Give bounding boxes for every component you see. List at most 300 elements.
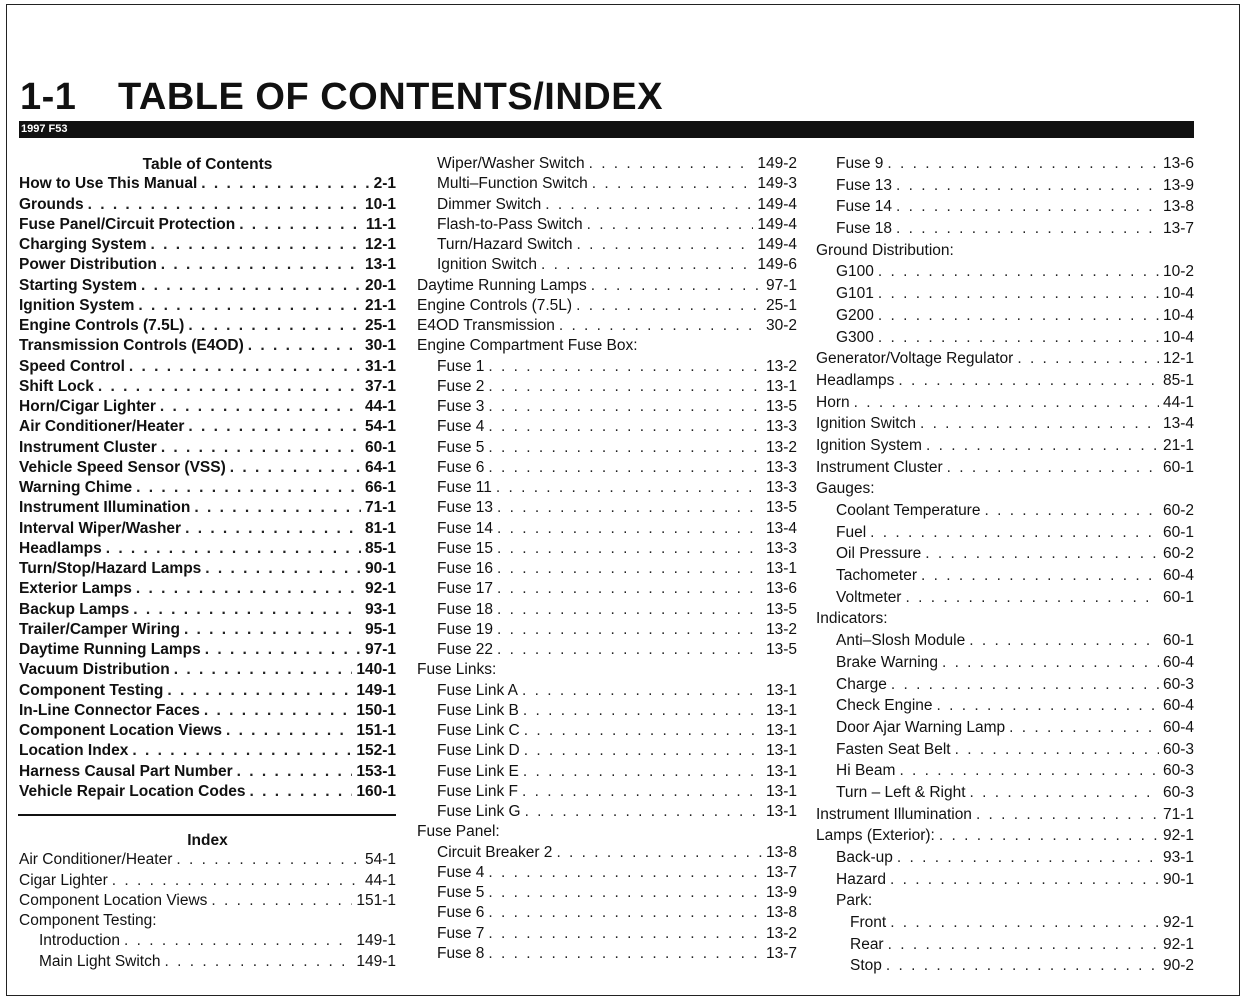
index-entry xyxy=(19,621,396,641)
index-entry xyxy=(417,499,797,519)
index-entry xyxy=(417,175,797,195)
entry-page: 150-1 xyxy=(356,701,396,719)
entry-label: Fuse 5 xyxy=(437,438,485,456)
entry-label: Charging System xyxy=(19,236,147,253)
entry-page: 11-1 xyxy=(365,215,396,233)
leader-dots xyxy=(204,702,352,720)
entry-page: 60-2 xyxy=(1162,502,1194,519)
entry-page: 149-6 xyxy=(757,256,797,274)
entry-page: 21-1 xyxy=(364,296,396,314)
leader-dots xyxy=(878,285,1159,303)
index-entry xyxy=(417,803,797,823)
entry-page: 13-5 xyxy=(765,499,797,517)
index-entry xyxy=(19,540,396,560)
entry-page: 13-7 xyxy=(1162,220,1194,238)
entry-label: Fuse 4 xyxy=(437,418,485,436)
index-entry xyxy=(417,317,797,337)
leader-dots xyxy=(205,641,361,659)
entry-page: 13-4 xyxy=(1162,415,1194,433)
leader-dots xyxy=(878,307,1159,325)
entry-page: 13-8 xyxy=(1162,198,1194,216)
toc-heading: Table of Contents xyxy=(142,156,273,173)
leader-dots xyxy=(899,762,1159,780)
entry-page: 149-2 xyxy=(757,155,797,172)
title-text: TABLE OF CONTENTS/INDEX xyxy=(118,76,663,118)
index-entry xyxy=(816,827,1194,849)
index-entry xyxy=(816,654,1194,676)
leader-dots xyxy=(164,953,352,971)
entry-label: Harness Causal Part Number xyxy=(19,762,233,780)
entry-label: Fuse 18 xyxy=(836,220,893,238)
index-entry xyxy=(816,198,1194,220)
index-entry xyxy=(417,722,797,742)
entry-page: 97-1 xyxy=(364,641,396,658)
leader-dots xyxy=(201,175,369,193)
entry-label: Fuse 1 xyxy=(437,357,485,375)
entry-page: 152-1 xyxy=(356,742,396,760)
entry-label: Horn/Cigar Lighter xyxy=(19,398,156,415)
entry-page: 44-1 xyxy=(1162,393,1194,411)
leader-dots xyxy=(497,520,762,538)
entry-page: 13-5 xyxy=(765,600,797,618)
index-entry xyxy=(816,242,1194,264)
leader-dots xyxy=(577,236,754,254)
index-entry xyxy=(417,520,797,540)
index-entry xyxy=(19,236,396,256)
entry-page: 92-1 xyxy=(1162,935,1194,953)
index-entry xyxy=(816,806,1194,828)
leader-dots xyxy=(878,263,1159,281)
entry-label: Component Testing xyxy=(19,681,164,699)
vehicle-label: 1997 F53 xyxy=(21,123,68,135)
leader-dots xyxy=(136,479,361,497)
index-entry xyxy=(417,601,797,621)
leader-dots xyxy=(937,697,1159,715)
entry-label: In-Line Connector Faces xyxy=(19,701,200,719)
entry-page: 60-3 xyxy=(1162,740,1194,758)
entry-label: Anti–Slosh Module xyxy=(836,632,966,650)
page-title xyxy=(20,76,663,119)
entry-page: 95-1 xyxy=(364,620,396,638)
entry-page: 21-1 xyxy=(1162,436,1194,454)
entry-page: 151-1 xyxy=(356,891,396,909)
entry-label: Trailer/Camper Wiring xyxy=(19,620,180,638)
index-entry xyxy=(19,932,396,952)
entry-page: 93-1 xyxy=(1162,849,1194,866)
leader-dots xyxy=(886,957,1159,975)
entry-label: Front xyxy=(850,914,887,932)
entry-label: G101 xyxy=(836,285,874,303)
entry-label: Vehicle Speed Sensor (VSS) xyxy=(19,458,226,476)
index-entry xyxy=(19,196,396,216)
entry-page: 71-1 xyxy=(364,499,396,517)
entry-page: 44-1 xyxy=(364,398,396,415)
entry-page: 37-1 xyxy=(364,377,396,395)
entry-page: 20-1 xyxy=(364,276,396,294)
entry-page: 25-1 xyxy=(765,296,797,314)
entry-page: 13-1 xyxy=(364,256,396,274)
entry-label: Turn – Left & Right xyxy=(836,783,966,801)
index-entry xyxy=(417,844,797,864)
leader-dots xyxy=(497,580,762,598)
leader-dots xyxy=(969,632,1159,650)
index-entry xyxy=(816,263,1194,285)
index-entry xyxy=(19,499,396,519)
entry-page: 10-2 xyxy=(1162,263,1194,281)
entry-label: G100 xyxy=(836,263,874,281)
index-entry xyxy=(417,560,797,580)
entry-page: 140-1 xyxy=(356,661,396,679)
index-entry xyxy=(417,418,797,438)
entry-label: Fuse Panel/Circuit Protection xyxy=(19,215,236,233)
entry-label: Gauges: xyxy=(816,480,875,498)
entry-page: 85-1 xyxy=(1162,371,1194,389)
entry-page: 66-1 xyxy=(364,479,396,496)
entry-label: Oil Pressure xyxy=(836,545,922,563)
entry-label: Air Conditioner/Heater xyxy=(19,418,185,436)
entry-label: Hi Beam xyxy=(836,762,896,780)
entry-label: Circuit Breaker 2 xyxy=(437,843,553,861)
entry-page: 10-4 xyxy=(1162,328,1194,346)
index-entry xyxy=(816,372,1194,394)
index-entry xyxy=(816,871,1194,893)
entry-label: Speed Control xyxy=(19,357,125,375)
entry-page: 30-1 xyxy=(364,337,396,355)
entry-label: Fuse 6 xyxy=(437,458,485,476)
leader-dots xyxy=(488,459,762,477)
entry-label: Headlamps xyxy=(816,371,895,389)
entry-page: 60-1 xyxy=(1162,588,1194,606)
index-entry xyxy=(816,589,1194,611)
index-entry xyxy=(19,702,396,722)
leader-dots xyxy=(942,654,1159,672)
entry-label: Brake Warning xyxy=(836,653,938,671)
entry-page: 13-1 xyxy=(765,782,797,800)
leader-dots xyxy=(488,904,762,922)
entry-page: 60-4 xyxy=(1162,697,1194,715)
entry-label: Main Light Switch xyxy=(39,952,161,970)
entry-page: 44-1 xyxy=(364,871,396,889)
leader-dots xyxy=(541,256,753,274)
leader-dots xyxy=(854,394,1159,412)
leader-dots xyxy=(88,196,361,214)
index-entry xyxy=(19,175,396,195)
entry-label: Fuse 11 xyxy=(437,479,492,496)
leader-dots xyxy=(185,520,361,538)
leader-dots xyxy=(896,198,1159,216)
entry-label: Engine Controls (7.5L) xyxy=(417,296,573,314)
leader-dots xyxy=(248,337,361,355)
index-column-3 xyxy=(816,155,1194,979)
entry-page: 60-1 xyxy=(1162,632,1194,650)
index-entry xyxy=(19,722,396,742)
entry-page: 13-7 xyxy=(765,944,797,962)
leader-dots xyxy=(984,502,1159,520)
entry-label: Fuse Link G xyxy=(437,803,521,820)
leader-dots xyxy=(976,806,1159,824)
leader-dots xyxy=(160,398,361,416)
index-entry xyxy=(19,459,396,479)
index-entry xyxy=(816,480,1194,502)
entry-page: 13-1 xyxy=(765,742,797,760)
entry-page: 151-1 xyxy=(356,722,396,739)
entry-label: Exterior Lamps xyxy=(19,580,132,598)
leader-dots xyxy=(890,871,1159,889)
entry-page: 60-3 xyxy=(1162,762,1194,780)
index-entry xyxy=(417,945,797,965)
leader-dots xyxy=(98,378,361,396)
entry-page: 60-2 xyxy=(1162,545,1194,563)
entry-page: 13-2 xyxy=(765,620,797,638)
toc-column xyxy=(19,155,396,803)
leader-dots xyxy=(926,437,1159,455)
entry-page: 71-1 xyxy=(1162,805,1194,823)
index-entry xyxy=(417,256,797,276)
entry-label: Fuse 17 xyxy=(437,580,494,598)
index-entry xyxy=(417,216,797,236)
entry-page: 92-1 xyxy=(364,580,396,598)
index-entry xyxy=(417,682,797,702)
index-entry xyxy=(417,439,797,459)
entry-label: Fuse Link B xyxy=(437,701,519,719)
leader-dots xyxy=(905,589,1158,607)
entry-label: Park: xyxy=(836,892,873,910)
entry-label: Dimmer Switch xyxy=(437,195,542,213)
leader-dots xyxy=(497,621,762,639)
entry-page: 13-2 xyxy=(765,924,797,942)
leader-dots xyxy=(161,439,361,457)
index-entry xyxy=(816,415,1194,437)
entry-label: Fuse 2 xyxy=(437,377,485,395)
entry-page: 92-1 xyxy=(1162,914,1194,932)
entry-page: 97-1 xyxy=(765,276,797,294)
leader-dots xyxy=(184,621,361,639)
entry-page: 12-1 xyxy=(1162,350,1194,368)
entry-page: 13-1 xyxy=(765,722,797,739)
leader-dots xyxy=(496,479,762,497)
entry-label: Instrument Cluster xyxy=(816,458,943,476)
entry-page: 13-3 xyxy=(765,458,797,476)
index-entry xyxy=(417,236,797,256)
index-entry xyxy=(417,783,797,803)
entry-label: Ignition Switch xyxy=(437,256,537,274)
entry-label: Fuse 19 xyxy=(437,620,494,638)
leader-dots xyxy=(545,196,753,214)
index-entry xyxy=(417,661,797,681)
leader-dots xyxy=(174,661,353,679)
leader-dots xyxy=(878,329,1159,347)
index-entry xyxy=(417,823,797,843)
entry-label: Cigar Lighter xyxy=(19,871,108,889)
entry-page: 13-1 xyxy=(765,377,797,395)
leader-dots xyxy=(888,936,1159,954)
leader-dots xyxy=(188,317,361,335)
entry-label: Vehicle Repair Location Codes xyxy=(19,782,246,800)
entry-label: Fuse Link A xyxy=(437,681,518,699)
entry-page: 60-3 xyxy=(1162,783,1194,801)
entry-page: 149-1 xyxy=(356,932,396,950)
leader-dots xyxy=(522,783,762,801)
leader-dots xyxy=(488,378,762,396)
leader-dots xyxy=(947,459,1159,477)
leader-dots xyxy=(497,560,762,578)
leader-dots xyxy=(920,415,1159,433)
leader-dots xyxy=(226,722,352,740)
index-entry xyxy=(816,914,1194,936)
entry-label: Flash-to-Pass Switch xyxy=(437,215,583,233)
leader-dots xyxy=(176,851,361,869)
leader-dots xyxy=(497,601,762,619)
entry-page: 13-1 xyxy=(765,803,797,820)
entry-label: Fasten Seat Belt xyxy=(836,740,951,758)
entry-label: Fuse 13 xyxy=(836,176,893,194)
entry-page: 13-8 xyxy=(765,843,797,861)
entry-page: 60-4 xyxy=(1162,567,1194,585)
entry-label: Vacuum Distribution xyxy=(19,661,170,679)
leader-dots xyxy=(167,682,352,700)
entry-label: Stop xyxy=(850,957,882,975)
entry-page: 13-3 xyxy=(765,418,797,436)
index-entry xyxy=(19,418,396,438)
entry-label: Shift Lock xyxy=(19,377,94,395)
leader-dots xyxy=(488,864,762,882)
leader-dots xyxy=(488,884,762,902)
entry-page: 153-1 xyxy=(356,762,396,780)
entry-label: Tachometer xyxy=(836,567,917,585)
leader-dots xyxy=(955,741,1159,759)
index-entry xyxy=(816,936,1194,958)
entry-page: 54-1 xyxy=(364,851,396,869)
leader-dots xyxy=(970,784,1159,802)
leader-dots xyxy=(136,580,361,598)
title-bar xyxy=(19,121,1194,138)
leader-dots xyxy=(592,175,754,193)
index-entry xyxy=(19,256,396,276)
entry-label: Location Index xyxy=(19,742,129,760)
entry-label: Ignition Switch xyxy=(816,415,916,433)
entry-label: Instrument Cluster xyxy=(19,438,157,456)
index-entry xyxy=(19,216,396,236)
entry-page: 13-6 xyxy=(1162,155,1194,172)
index-entry xyxy=(19,580,396,600)
entry-page: 60-1 xyxy=(364,438,396,456)
index-entry xyxy=(19,661,396,681)
index-entry xyxy=(19,439,396,459)
leader-dots xyxy=(488,439,762,457)
index-entry xyxy=(816,957,1194,979)
index-entry xyxy=(816,524,1194,546)
entry-page: 90-2 xyxy=(1162,957,1194,975)
leader-dots xyxy=(112,872,361,890)
leader-dots xyxy=(522,682,762,700)
index-entry xyxy=(19,763,396,783)
entry-label: Fuse 22 xyxy=(437,641,494,658)
entry-label: Fuse Link D xyxy=(437,742,520,760)
entry-label: Starting System xyxy=(19,276,138,294)
index-entry xyxy=(417,540,797,560)
entry-label: Fuse 18 xyxy=(437,600,494,618)
entry-page: 2-1 xyxy=(373,175,396,193)
index-entry xyxy=(816,502,1194,524)
index-entry xyxy=(417,479,797,499)
index-entry xyxy=(19,641,396,661)
entry-label: Component Location Views xyxy=(19,722,222,739)
index-entry xyxy=(19,783,396,803)
leader-dots xyxy=(497,641,762,659)
index-entry xyxy=(816,155,1194,177)
entry-page: 149-1 xyxy=(356,952,396,970)
index-entry xyxy=(417,904,797,924)
entry-label: Fuse 8 xyxy=(437,944,485,962)
entry-page: 54-1 xyxy=(364,418,396,436)
index-entry xyxy=(816,437,1194,459)
index-entry xyxy=(417,864,797,884)
entry-label: Generator/Voltage Regulator xyxy=(816,350,1014,368)
entry-page: 13-1 xyxy=(765,681,797,699)
leader-dots xyxy=(890,914,1159,932)
entry-page: 13-9 xyxy=(765,884,797,901)
index-entry xyxy=(19,398,396,418)
index-entry xyxy=(19,872,396,892)
index-entry xyxy=(816,459,1194,481)
leader-dots xyxy=(106,540,361,558)
entry-label: Door Ajar Warning Lamp xyxy=(836,718,1006,736)
entry-label: Engine Controls (7.5L) xyxy=(19,317,185,334)
leader-dots xyxy=(129,358,361,376)
leader-dots xyxy=(239,216,362,234)
index-entry xyxy=(417,337,797,357)
leader-dots xyxy=(133,601,361,619)
entry-page: 64-1 xyxy=(364,458,396,476)
index-entry xyxy=(816,329,1194,351)
leader-dots xyxy=(870,524,1159,542)
entry-page: 13-9 xyxy=(1162,176,1194,194)
index-entry xyxy=(816,567,1194,589)
entry-page: 13-6 xyxy=(765,580,797,598)
entry-label: Fuse 16 xyxy=(437,560,494,577)
entry-page: 13-1 xyxy=(765,762,797,780)
index-column-2 xyxy=(417,155,797,965)
index-entry xyxy=(19,912,396,932)
entry-label: Multi–Function Switch xyxy=(437,175,588,193)
entry-label: Fuse 14 xyxy=(437,519,494,537)
index-entry xyxy=(19,742,396,762)
index-entry xyxy=(19,892,396,912)
entry-label: Ignition System xyxy=(816,436,922,454)
toc-list xyxy=(19,175,396,803)
entry-page: 60-4 xyxy=(1162,653,1194,671)
entry-label: Backup Lamps xyxy=(19,600,130,618)
entry-label: Grounds xyxy=(19,195,84,213)
index-entry xyxy=(417,398,797,418)
entry-label: Fuse 9 xyxy=(836,155,884,172)
entry-page: 13-4 xyxy=(765,519,797,537)
index-entry xyxy=(816,177,1194,199)
leader-dots xyxy=(488,358,762,376)
entry-page: 160-1 xyxy=(356,782,396,800)
entry-label: Transmission Controls (E4OD) xyxy=(19,337,244,355)
entry-page: 60-3 xyxy=(1162,675,1194,693)
index-entry xyxy=(19,317,396,337)
index-entry xyxy=(816,610,1194,632)
entry-label: Charge xyxy=(836,675,887,693)
leader-dots xyxy=(150,236,360,254)
entry-label: Interval Wiper/Washer xyxy=(19,519,182,537)
entry-label: Fuse 5 xyxy=(437,884,485,901)
entry-label: Introduction xyxy=(39,932,120,950)
leader-dots xyxy=(488,398,762,416)
entry-label: Check Engine xyxy=(836,697,933,715)
